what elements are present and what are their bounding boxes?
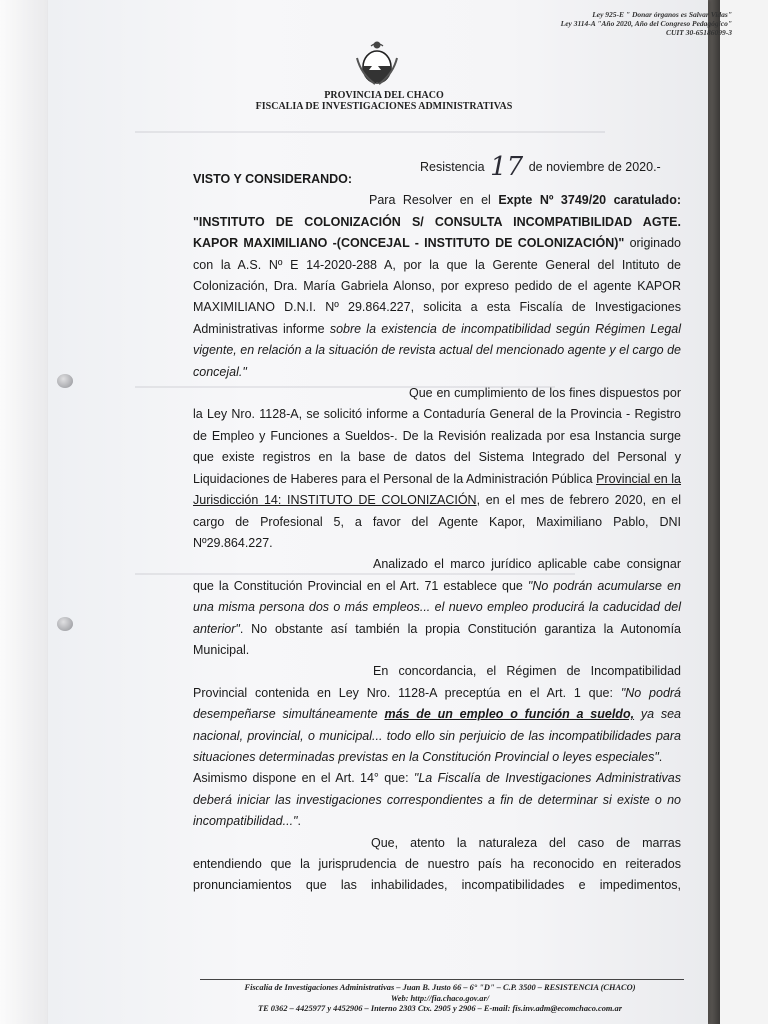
paragraph-constitution: Analizado el marco jurídico aplicable cabe consignar que la Constitución Provincial en el Art. 71 establece que "No podrán acumularse en una misma persona dos o más empleos... el nuevo empleo producirá la caducidad del anterior". No obstante así también la propia Constitución garantiza la Autonomía Municipal.	[193, 557, 681, 657]
province-seal-icon	[355, 40, 399, 86]
jurisdiction-underlined: Provincial en la Jurisdicción 14: INSTITUTO DE COLONIZACIÓN	[193, 471, 682, 508]
emphasis-underlined: más de un empleo o función a sueldo,	[384, 707, 635, 722]
paragraph-incompatibility: En concordancia, el Régimen de Incompatibilidad Provincial contenida en Ley Nro. 1128-A preceptúa en el Art. 1 que: "No podrá desempeñarse simultáneamente más de un empleo o función a sueldo, ya sea nacional, provincial, o municipal... todo ello sin perjuicio de las incompatibilidades para situaciones determinadas previstas en la Constitución Provincial o leyes especiales".	[193, 664, 682, 764]
law-line-2: Ley 3114-A "Año 2020, Año del Congreso Pedagógico"	[560, 19, 732, 28]
paragraph-registry: Que en cumplimiento de los fines dispuestos por la Ley Nro. 1128-A, se solicitó informe a Contaduría General de la Provincia - Registro de Empleo y Funciones a Sueldos-. De la Revisión realizada por esa Instancia surge que existe registros en la base de datos del Sistema Integrado del Personal y Liquidaciones de Haberes para el Personal de la Administración Pública Provincial en la Jurisdicción 14: INSTITUTO DE COLONIZACIÓN, en el mes de febrero 2020, en el cargo de Profesional 5, a favor del Agente Kapor, Maximiliano Pablo, DNI Nº29.864.227.	[193, 386, 682, 550]
case-caption: "INSTITUTO DE COLONIZACIÓN S/ CONSULTA INCOMPATIBILIDAD AGTE. KAPOR MAXIMILIANO -(CONCEJAL - INSTITUTO DE COLONIZACIÓN)"	[193, 214, 681, 251]
footer-web: Web: http://fia.chaco.gov.ar/	[390, 993, 490, 1003]
paragraph-jurisprudence: Que, atento la naturaleza del caso de marras entendiendo que la jurisprudencia de nuestro país ha reconocido en reiterados pronunciamientos que las inhabilidades, incompatibilidades e impedimentos,	[193, 835, 681, 893]
bleed-through	[135, 131, 605, 133]
expediente-number: Expte Nº 3749/20	[498, 193, 607, 208]
footer-contact: TE 0362 – 4425977 y 4452906 – Interno 2303 Ctx. 2905 y 2906 – E-mail: fis.inv.adm@ecomchaco.com.ar	[258, 1004, 622, 1013]
constitution-quote: "No podrán acumularse en una misma persona dos o más empleos... el nuevo empleo producirá la caducidad del anterior"	[193, 578, 681, 636]
page-edge-shadow	[706, 0, 720, 1024]
office-name: FISCALIA DE INVESTIGACIONES ADMINISTRATIVAS	[255, 101, 513, 112]
paragraph-resolution: Para Resolver en el Expte Nº 3749/20 caratulado: "INSTITUTO DE COLONIZACIÓN S/ CONSULTA INCOMPATIBILIDAD AGTE. KAPOR MAXIMILIANO -(CONCEJAL - INSTITUTO DE COLONIZACIÓN)" originado con la A.S. Nº E 14-2020-288 A, por la que la Gerente General del Intituto de Colonización, Dra. María Gabriela Alonso, por expreso pedido de el agente KAPOR MAXIMILIANO D.N.I. Nº 29.864.227, solicita a esta Fiscalía de Investigaciones Administrativas informe sobre la existencia de incompatibilidad según Régimen Legal vigente, en relación a la situación de revista actual del mencionado agente y el cargo de concejal."	[193, 193, 681, 379]
footer-address: Fiscalía de Investigaciones Administrativas – Juan B. Justo 66 – 6° "D" – C.P. 3500 – RESISTENCIA (CHACO)	[244, 983, 636, 992]
footer-divider	[200, 979, 684, 980]
letterhead-title	[0, 90, 768, 112]
document-body	[193, 169, 681, 897]
footer	[190, 983, 690, 1015]
section-heading: VISTO Y CONSIDERANDO:	[193, 172, 353, 186]
law-line-1: Ley 925-E " Donar órganos es Salvar Vidas"	[592, 10, 732, 19]
punch-hole-bottom	[57, 617, 73, 631]
background-left	[0, 0, 50, 1024]
place-label: Resistencia	[420, 160, 485, 174]
paragraph-article-14: Asimismo dispone en el Art. 14° que: "La Fiscalía de Investigaciones Administrativas deberá iniciar las investigaciones correspondientes a fin de determinar si existe o no incompatibilidad...".	[193, 771, 681, 829]
cuit-line: CUIT 30-65186099-3	[665, 28, 732, 37]
date-suffix: de noviembre de 2020.-	[528, 160, 661, 174]
article-14-quote: "La Fiscalía de Investigaciones Administrativas deberá iniciar las investigaciones correspondientes a fin de determinar si existe o no incompatibilidad..."	[193, 771, 681, 829]
background-right	[716, 0, 768, 1024]
header-laws	[561, 10, 732, 37]
request-quote: sobre la existencia de incompatibilidad según Régimen Legal vigente, en relación a la situación de revista actual del mencionado agente y el cargo de concejal."	[193, 321, 681, 379]
punch-hole-top	[57, 374, 73, 388]
province-name: PROVINCIA DEL CHACO	[324, 90, 444, 101]
handwritten-day: 17	[490, 152, 524, 182]
